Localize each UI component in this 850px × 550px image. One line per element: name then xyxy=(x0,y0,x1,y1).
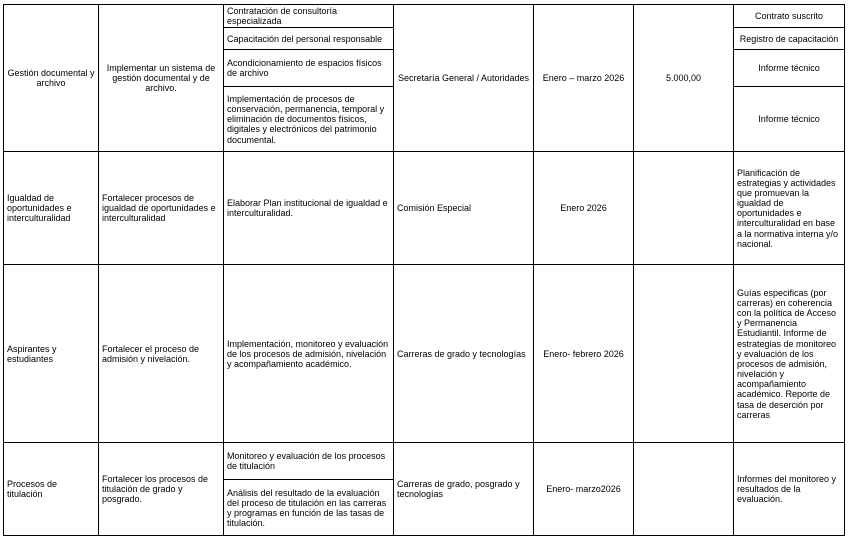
evidence-cell: Contrato suscrito xyxy=(734,5,845,28)
action-cell: Análisis del resultado de la evaluación del proceso de titulación en las carreras y programas en función de las tasas de titulación. xyxy=(224,480,394,536)
area-cell: Igualdad de oportunidades e interculturalidad xyxy=(4,152,99,265)
responsible-cell: Carreras de grado, posgrado y tecnologías xyxy=(394,443,534,536)
evidence-cell: Planificación de estrategias y actividades que promuevan la igualdad de oportunidades e interculturalidad en base a la normativa interna y/o nacional. xyxy=(734,152,845,265)
action-cell: Capacitación del personal responsable xyxy=(224,28,394,50)
action-cell: Acondicionamiento de espacios físicos de archivo xyxy=(224,50,394,87)
objective-cell: Fortalecer el proceso de admisión y nivelación. xyxy=(99,265,224,443)
budget-cell xyxy=(634,152,734,265)
responsible-cell: Carreras de grado y tecnologías xyxy=(394,265,534,443)
responsible-cell: Secretaría General / Autoridades xyxy=(394,5,534,152)
period-cell: Enero – marzo 2026 xyxy=(534,5,634,152)
area-cell: Aspirantes y estudiantes xyxy=(4,265,99,443)
budget-cell: 5.000,00 xyxy=(634,5,734,152)
area-cell: Gestión documental y archivo xyxy=(4,5,99,152)
action-cell: Implementación, monitoreo y evaluación de los procesos de admisión, nivelación y acompañamiento académico. xyxy=(224,265,394,443)
evidence-cell: Guías especificas (por carreras) en coherencia con la política de Acceso y Permanencia Estudiantil. Informe de estrategias de monitoreo y evaluación de los procesos de admisión, nivelación y acompañamiento académico. Reporte de tasa de deserción por carreras xyxy=(734,265,845,443)
evidence-cell: Informe técnico xyxy=(734,87,845,152)
objective-cell: Fortalecer procesos de igualdad de oportunidades e interculturalidad xyxy=(99,152,224,265)
plan-table xyxy=(3,4,845,536)
period-cell: Enero 2026 xyxy=(534,152,634,265)
table-row xyxy=(4,152,845,265)
action-cell: Monitoreo y evaluación de los procesos de titulación xyxy=(224,443,394,480)
action-cell: Elaborar Plan institucional de igualdad e interculturalidad. xyxy=(224,152,394,265)
area-cell: Procesos de titulación xyxy=(4,443,99,536)
budget-cell xyxy=(634,265,734,443)
table-row xyxy=(4,443,845,480)
evidence-cell: Registro de capacitación xyxy=(734,28,845,50)
responsible-cell: Comisión Especial xyxy=(394,152,534,265)
evidence-cell: Informe técnico xyxy=(734,50,845,87)
action-cell: Implementación de procesos de conservación, permanencia, temporal y eliminación de documentos físicos, digitales y electrónicos del patrimonio documental. xyxy=(224,87,394,152)
action-cell: Contratación de consultoría especializada xyxy=(224,5,394,28)
budget-cell xyxy=(634,443,734,536)
evidence-cell: Informes del monitoreo y resultados de la evaluación. xyxy=(734,443,845,536)
table-row xyxy=(4,5,845,28)
objective-cell: Fortalecer los procesos de titulación de grado y posgrado. xyxy=(99,443,224,536)
period-cell: Enero- febrero 2026 xyxy=(534,265,634,443)
objective-cell: Implementar un sistema de gestión documental y de archivo. xyxy=(99,5,224,152)
table-row xyxy=(4,265,845,443)
period-cell: Enero- marzo2026 xyxy=(534,443,634,536)
